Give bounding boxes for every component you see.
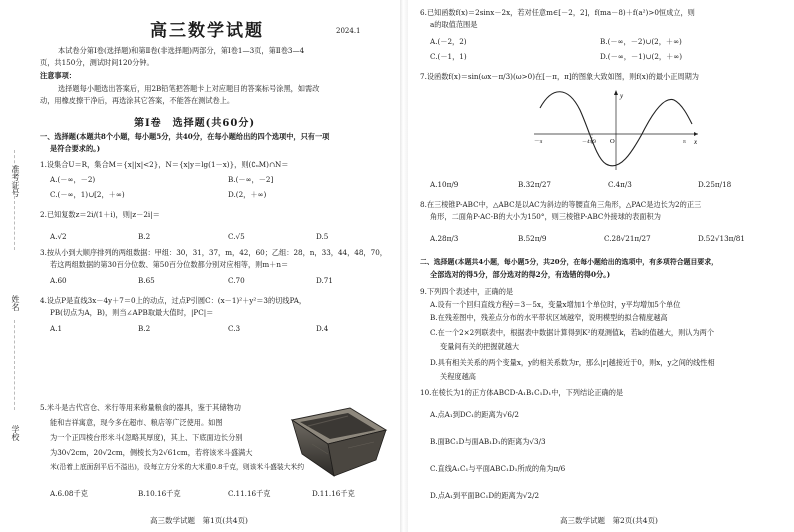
q4-option-a: A.1 (50, 324, 63, 333)
q7-sine-graph (532, 88, 702, 172)
x-axis-arrow (694, 132, 698, 136)
right-page (408, 0, 794, 532)
q9-option-d: D.具有相关关系的两个变量x，y的相关系数为r，那么|r|越接近于0，则x，y之间的线性相 (430, 358, 715, 367)
notice-heading: 注意事项： (40, 71, 76, 80)
q4-stem: 4.设点P是直线3x－4y＋7＝0上的动点，过点P引圆C：(x－1)²＋y²＝3的切线PA， (40, 296, 307, 305)
q3-option-c: C.70 (228, 276, 245, 285)
q7-option-b: B.32π/27 (518, 180, 552, 189)
q4-option-c: C.3 (228, 324, 241, 333)
q8-option-b: B.52π/9 (518, 234, 547, 243)
q8-stem: 8.在三棱锥P-ABC中，△ABC是以AC为斜边的等腰直角三角形，△PAC是边长为2的正三 (420, 200, 702, 209)
notice-line: 选择题每小题选出答案后，用2B铅笔把答题卡上对应题目的答案标号涂黑，如需改 (58, 84, 320, 93)
binding-line (14, 320, 15, 410)
y-axis-label: y (620, 92, 624, 100)
q8-stem: 角形，二面角P-AC-B的大小为150°，则三棱锥P-ABC外接球的表面积为 (430, 212, 661, 221)
section2-heading: 全部选对的得5分，部分选对的得2分，有选错的得0分。) (430, 270, 611, 279)
q8-option-a: A.28π/3 (430, 234, 459, 243)
q5-stem: 5.米斗是古代官仓、米行等用来称量粮食的器具，鉴于其储物功 (40, 403, 241, 412)
q3-option-d: D.71 (316, 276, 333, 285)
q2-option-b: B.2 (138, 232, 151, 241)
q7-stem: 7.设函数f(x)＝sin(ωx－π/3)(ω>0)在[－π，π]的图象大致如图，则f(x)的最小正周期为 (420, 72, 699, 81)
section1-heading: 是符合要求的。) (50, 144, 101, 153)
q9-option-c: C.在一个2×2列联表中，根据表中数据计算得到K²的观测值k，若k的值越大，则认为两个 (430, 328, 715, 337)
q10-option-b: B.面BC₁D与面AB₁D₁的距离为√3/3 (430, 437, 546, 446)
q10-option-a: A.点A₁到DC₁的距离为√6/2 (430, 410, 519, 419)
intro-line: 本试卷分第Ⅰ卷(选择题)和第Ⅱ卷(非选择题)两部分，第Ⅰ卷1—3页，第Ⅱ卷3—4 (58, 46, 305, 55)
q6-option-c: C.(－1，1) (430, 52, 467, 61)
q4-stem: PB(切点为A，B)，则当∠APB取最大值时，|PC|＝ (50, 308, 214, 317)
page-title: 高三数学试题 (150, 21, 264, 41)
intro-line: 页，共150分，测试时间120分钟。 (40, 58, 154, 67)
q6-option-b: B.(－∞，－2)∪(2，＋∞) (600, 37, 682, 46)
rice-measure-photo (288, 404, 388, 480)
q1-stem: 1.设集合U＝R，集合M＝{x||x|<2}，N＝{x|y＝lg(1－x)}，则(∁ᵤM)∩N＝ (40, 160, 289, 169)
y-axis-arrow (614, 90, 618, 95)
q3-option-a: A.60 (50, 276, 67, 285)
exam-date: 2024.1 (336, 27, 361, 35)
page-spine (400, 0, 408, 532)
q1-option-a: A.(－∞，－2) (50, 175, 96, 184)
q3-option-b: B.65 (138, 276, 155, 285)
q6-stem: a的取值范围是 (430, 20, 478, 29)
mark-label: －4π/9 (582, 140, 596, 145)
q2-option-a: A.√2 (50, 232, 67, 241)
q2-stem: 2.已知复数z＝2i/(1＋i)，则|z－2i|＝ (40, 210, 160, 219)
page-footer: 高三数学试题 第2页(共4页) (560, 516, 658, 525)
section1-heading: 一、选择题(本题共8个小题，每小题5分，共40分，在每小题给出的四个选项中，只有一项 (40, 132, 330, 141)
q5-stem: 米(沿着上底面刮平后不溢出)，设每立方分米的大米重0.8千克，则该米斗盛装大米约 (50, 463, 305, 471)
exam-id-label: 准考证号 (11, 165, 20, 197)
q2-option-c: C.√5 (228, 232, 245, 241)
q4-option-b: B.2 (138, 324, 151, 333)
q10-option-d: D.点A₁到平面BC₁D的距离为√2/2 (430, 491, 540, 500)
q9-option-d: 关程度越高 (440, 372, 476, 381)
q7-option-a: A.10π/9 (430, 180, 459, 189)
q1-option-c: C.(－∞，1)∪[2，＋∞) (50, 190, 125, 199)
q7-option-c: C.4π/3 (608, 180, 632, 189)
page-footer: 高三数学试题 第1页(共4页) (150, 516, 248, 525)
q6-option-d: D.(－∞，－1)∪(2，＋∞) (600, 52, 683, 61)
q8-option-c: C.28√21π/27 (604, 234, 651, 243)
q4-option-d: D.4 (316, 324, 329, 333)
q6-stem: 6.已知函数f(x)＝2sinx－2x，若对任意m∈[－2，2]，f(ma－8)＋f(a²)>0恒成立，则 (420, 8, 695, 17)
q9-option-a: A.设有一个回归直线方程ŷ＝3－5x，变量x增加1个单位时，y平均增加5个单位 (430, 300, 681, 309)
q5-option-b: B.10.16千克 (138, 489, 181, 498)
name-label: 姓名 (11, 295, 20, 311)
right-end-label: π (683, 139, 686, 145)
q3-stem: 3.按从小到大顺序排列的两组数据：甲组：30，31，37，m，42，60；乙组：28，n，33，44，48，70， (40, 248, 387, 257)
q10-option-c: C.直线A₁C₁与平面ABC₁D₁所成的角为π/6 (430, 464, 566, 473)
q1-option-d: D.(2，＋∞) (228, 190, 267, 199)
q9-option-b: B.在残差图中，残差点分布的水平带状区域越窄，说明模型的拟合精度越高 (430, 313, 668, 322)
q3-stem: 若这两组数据的第30百分位数、第50百分位数都分别对应相等，则m＋n＝ (50, 260, 289, 269)
origin-label: O (610, 138, 615, 145)
q9-option-c: 变量间有关的把握就越大 (440, 342, 520, 351)
q7-option-d: D.25π/18 (698, 180, 732, 189)
part1-title: 第Ⅰ卷 选择题(共60分) (134, 118, 256, 129)
q5-stem: 能和吉祥寓意，现今多在超市、粮店等广泛使用。如图 (50, 418, 223, 427)
q5-option-a: A.6.08千克 (50, 489, 88, 498)
notice-line: 动，用橡皮擦干净后，再选涂其它答案，不能答在测试卷上。 (40, 96, 235, 105)
left-end-label: －π (534, 139, 543, 145)
q1-option-b: B.(－∞，－2] (228, 175, 274, 184)
q2-option-d: D.5 (316, 232, 329, 241)
q10-stem: 10.在棱长为1的正方体ABCD-A₁B₁C₁D₁中，下列结论正确的是 (420, 388, 624, 397)
q9-stem: 9.下列四个表述中，正确的是 (420, 287, 514, 296)
q8-option-d: D.52√13π/81 (698, 234, 745, 243)
q5-option-c: C.11.16千克 (228, 489, 271, 498)
school-label: 学校 (11, 425, 20, 441)
q5-option-d: D.11.16千克 (312, 489, 355, 498)
section2-heading: 二、选择题(本题共4小题，每小题5分，共20分，在每小题给出的选项中，有多项符合题目要求， (420, 258, 719, 266)
q5-stem: 为一个正四棱台形米斗(忽略其厚度)，其上、下底面边长分别 (50, 433, 243, 442)
q5-stem: 为30√2cm，20√2cm，侧棱长为2√61cm，若将该米斗盛满大 (50, 448, 253, 457)
x-axis-label: x (694, 138, 698, 146)
q6-option-a: A.(－2，2) (430, 37, 467, 46)
